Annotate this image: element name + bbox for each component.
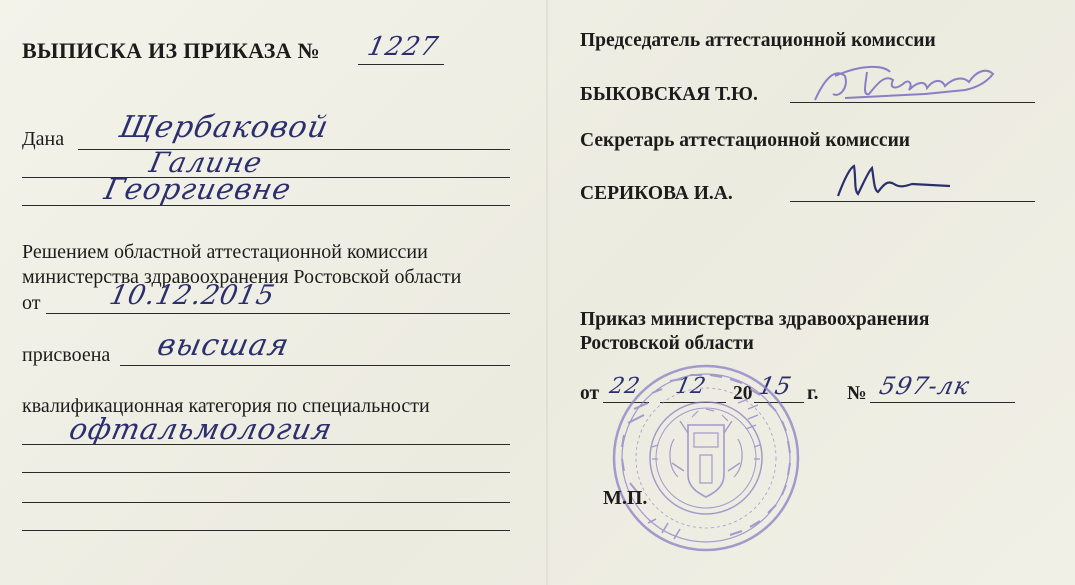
decision-date-line (46, 313, 510, 314)
recipient-surname: Щербаковой (116, 110, 332, 145)
official-seal-stamp (588, 363, 814, 553)
order-number-label: № (847, 383, 867, 404)
decision-text-line2: министерства здравоохранения Ростовской области (22, 266, 462, 288)
chair-signature (805, 58, 1005, 110)
specialty-handwritten: офтальмология (66, 412, 336, 446)
order-number-handwritten: 1227 (364, 32, 442, 62)
recipient-first-name: Галине (146, 146, 266, 179)
category-line (120, 365, 510, 366)
decision-from-label: от (22, 292, 41, 314)
order-number-line (358, 64, 444, 65)
specialty-line-4 (22, 530, 510, 531)
order-year-prefix: 20 (733, 383, 753, 404)
order-from-label: от (580, 383, 600, 404)
order-year-unit: г. (807, 383, 819, 404)
fold-crease (546, 0, 548, 585)
secretary-signature (830, 158, 960, 204)
specialty-line-2 (22, 472, 510, 473)
document-title: ВЫПИСКА ИЗ ПРИКАЗА № (22, 38, 321, 63)
order-title-line1: Приказ министерства здравоохранения (580, 309, 930, 330)
recipient-patronymic: Георгиевне (101, 172, 295, 206)
assigned-label: присвоена (22, 344, 111, 366)
issued-label: Дана (22, 128, 65, 150)
secretary-name: СЕРИКОВА И.А. (580, 183, 733, 204)
order-year-suffix: 15 (756, 372, 795, 400)
chair-name: БЫКОВСКАЯ Т.Ю. (580, 84, 758, 105)
secretary-title: Секретарь аттестационной комиссии (580, 130, 911, 151)
order-number-line-right (870, 402, 1015, 403)
order-day: 22 (607, 374, 643, 399)
name-line-1 (78, 149, 510, 150)
decision-text-line1: Решением областной аттестационной комиссии (22, 241, 428, 263)
order-title-line2: Ростовской области (580, 333, 754, 354)
order-month: 12 (673, 374, 709, 399)
qualification-label: квалификационная категория по специальности (22, 395, 430, 417)
seal-label: М.П. (603, 487, 648, 509)
chair-title: Председатель аттестационной комиссии (580, 30, 936, 51)
category-handwritten: высшая (154, 328, 293, 363)
order-number-handwritten-right: 597-лк (877, 372, 973, 400)
specialty-line-3 (22, 502, 510, 503)
decision-date-handwritten: 10.12.2015 (106, 280, 278, 311)
